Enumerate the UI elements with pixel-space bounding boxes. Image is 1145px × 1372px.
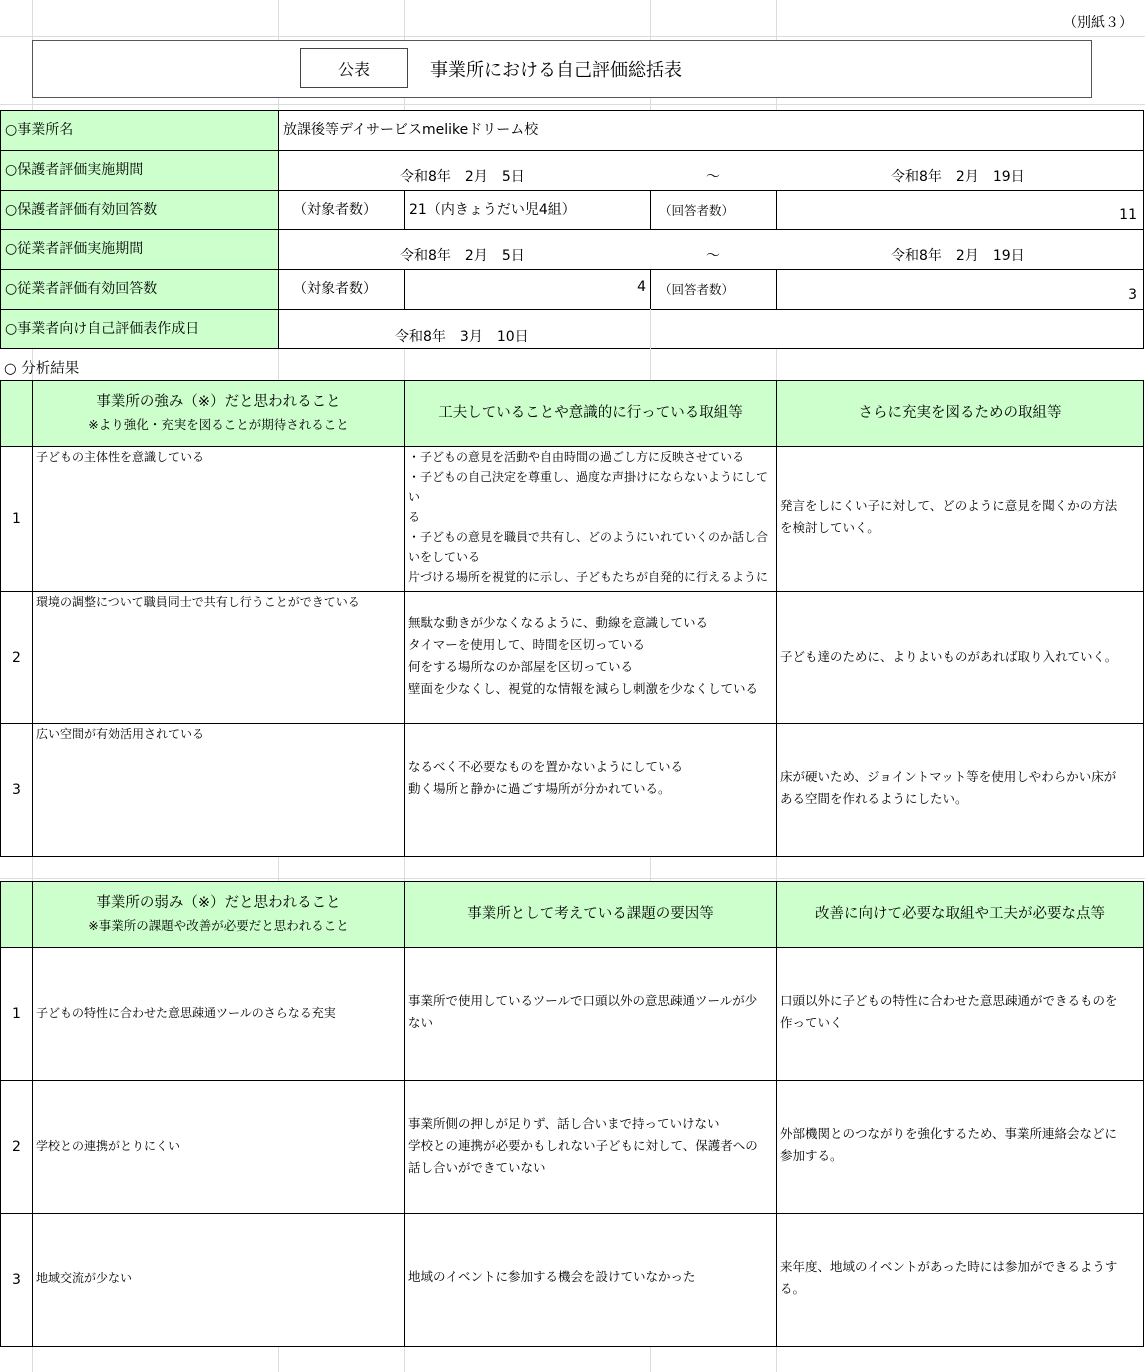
improvement-line: 口頭以外に子どもの特性に合わせた意思疎通ができるものを [780, 993, 1118, 1008]
effort-line: 無駄な動きが少なくなるように、動線を意識している [408, 615, 709, 630]
effort-line: タイマーを使用して、時間を区切っている [408, 637, 646, 652]
weakness-row-improvements [776, 947, 1144, 1081]
staff-period-label: ○従業者評価実施期間 [0, 229, 279, 270]
weaknesses-header-col2: 事業所として考えている課題の要因等 [404, 881, 777, 948]
grid-line [0, 36, 1145, 37]
guardian-period-tilde: ～ [706, 169, 720, 185]
weakness-row-causes [404, 1080, 777, 1214]
strength-row-num: 3 [0, 723, 33, 857]
staff-period-tilde: ～ [706, 248, 720, 264]
cause-line: ない [408, 1015, 434, 1030]
strengths-header-col2: 工夫していることや意識的に行っている取組等 [404, 380, 777, 447]
effort-line: 何をする場所なのか部屋を区切っている [408, 659, 634, 674]
strength-row-efforts [404, 723, 777, 857]
staff-target-value: 4 [404, 269, 651, 310]
strength-row-further [776, 446, 1144, 592]
strength-row-efforts [404, 446, 777, 592]
further-line: を検討していく。 [780, 520, 880, 535]
weaknesses-header-col1 [32, 881, 405, 948]
staff-period-start: 令和8年 2月 5日 [400, 248, 525, 264]
self-eval-date: 令和8年 3月 10日 [395, 329, 529, 345]
strength-row-further [776, 723, 1144, 857]
weakness-row-num: 1 [0, 947, 33, 1081]
weakness-row-text: 子どもの特性に合わせた意思疎通ツールのさらなる充実 [32, 947, 405, 1081]
page-title: 事業所における自己評価総括表 [430, 60, 682, 81]
staff-count-label: ○従業者評価有効回答数 [0, 269, 279, 310]
weakness-row-num: 3 [0, 1213, 33, 1347]
strengths-header-col1-sub: ※より強化・充実を図ることが期待されること [88, 417, 349, 433]
effort-line: 片づける場所を視覚的に示し、子どもたちが自発的に行えるように [408, 570, 769, 584]
grid-line [650, 309, 651, 349]
strengths-header-num [0, 380, 33, 447]
strength-row-efforts [404, 591, 777, 724]
cause-line: 事業所側の押しが足りず、話し合いまで持っていけない [408, 1116, 720, 1131]
guardian-answer-label: （回答者数） [650, 190, 777, 230]
weakness-row-improvements [776, 1213, 1144, 1347]
further-line: 発言をしにくい子に対して、どのように意見を聞くかの方法 [780, 498, 1118, 513]
staff-answer-label: （回答者数） [650, 269, 777, 310]
guardian-period-start: 令和8年 2月 5日 [400, 169, 525, 185]
effort-line: ・子どもの意見を活動や自由時間の過ごし方に反映させている [408, 450, 745, 464]
strengths-header-col1 [32, 380, 405, 447]
cause-line: 話し合いができていない [408, 1160, 546, 1175]
guardian-count-label: ○保護者評価有効回答数 [0, 190, 279, 230]
cause-line: 地域のイベントに参加する機会を設けていなかった [408, 1269, 696, 1284]
effort-line: る [408, 510, 421, 524]
staff-target-label: （対象者数） [278, 269, 405, 310]
strength-row-text: 環境の調整について職員同士で共有し行うことができている [32, 591, 405, 724]
strength-row-text: 子どもの主体性を意識している [32, 446, 405, 592]
guardian-target-value: 21（内きょうだい児4組） [404, 190, 651, 230]
analysis-label: ○ 分析結果 [4, 361, 80, 377]
staff-answer-value: 3 [776, 269, 1144, 310]
weakness-row-improvements [776, 1080, 1144, 1214]
improvement-line: る。 [780, 1281, 806, 1296]
self-eval-label: ○事業者向け自己評価表作成日 [0, 309, 279, 349]
strength-row-num: 1 [0, 446, 33, 592]
grid-line [0, 878, 1145, 879]
weakness-row-causes [404, 1213, 777, 1347]
weakness-row-text: 地域交流が少ない [32, 1213, 405, 1347]
facility-name-label: ○事業所名 [0, 110, 279, 151]
improvement-line: 来年度、地域のイベントがあった時には参加ができるようす [780, 1259, 1118, 1274]
guardian-period-end: 令和8年 2月 19日 [891, 169, 1025, 185]
weakness-row-causes [404, 947, 777, 1081]
further-line: 子ども達のために、よりよいものがあれば取り入れていく。 [780, 649, 1118, 664]
weakness-row-text: 学校との連携がとりにくい [32, 1080, 405, 1214]
strength-row-further [776, 591, 1144, 724]
public-label: 公表 [300, 48, 408, 88]
guardian-target-label: （対象者数） [278, 190, 405, 230]
strengths-header-col1-main: 事業所の強み（※）だと思われること [96, 394, 341, 411]
cause-line: 学校との連携が必要かもしれない子どもに対して、保護者への [408, 1138, 758, 1153]
strength-row-num: 2 [0, 591, 33, 724]
attachment-label: （別紙３） [1063, 15, 1133, 31]
facility-name-value: 放課後等デイサービスmelikeドリーム校 [278, 110, 1144, 151]
staff-period-end: 令和8年 2月 19日 [891, 248, 1025, 264]
effort-line: ・子どもの自己決定を尊重し、過度な声掛けにならないようにしてい [408, 470, 769, 504]
effort-line: ・子どもの意見を職員で共有し、どのようにいれていくのか話し合 [408, 530, 769, 544]
weaknesses-header-col1-main: 事業所の弱み（※）だと思われること [96, 895, 341, 912]
weaknesses-header-col3: 改善に向けて必要な取組や工夫が必要な点等 [776, 881, 1144, 948]
grid-line [0, 104, 1145, 105]
guardian-period-label: ○保護者評価実施期間 [0, 150, 279, 191]
improvement-line: 外部機関とのつながりを強化するため、事業所連絡会などに [780, 1126, 1118, 1141]
further-line: 床が硬いため、ジョイントマット等を使用しやわらかい床が [780, 769, 1117, 784]
effort-line: 壁面を少なくし、視覚的な情報を減らし刺激を少なくしている [408, 681, 759, 696]
weaknesses-header-num [0, 881, 33, 948]
further-line: ある空間を作れるようにしたい。 [780, 791, 968, 806]
effort-line: なるべく不必要なものを置かないようにしている [408, 759, 684, 774]
improvement-line: 参加する。 [780, 1148, 843, 1163]
strengths-header-col3: さらに充実を図るための取組等 [776, 380, 1144, 447]
improvement-line: 作っていく [780, 1015, 843, 1030]
effort-line: 動く場所と静かに過ごす場所が分かれている。 [408, 781, 671, 796]
cause-line: 事業所で使用しているツールで口頭以外の意思疎通ツールが少 [408, 993, 758, 1008]
effort-line: いをしている [408, 550, 481, 564]
weakness-row-num: 2 [0, 1080, 33, 1214]
weaknesses-header-col1-sub: ※事業所の課題や改善が必要だと思われること [88, 918, 349, 934]
guardian-answer-value: 11 [776, 190, 1144, 230]
strength-row-text: 広い空間が有効活用されている [32, 723, 405, 857]
